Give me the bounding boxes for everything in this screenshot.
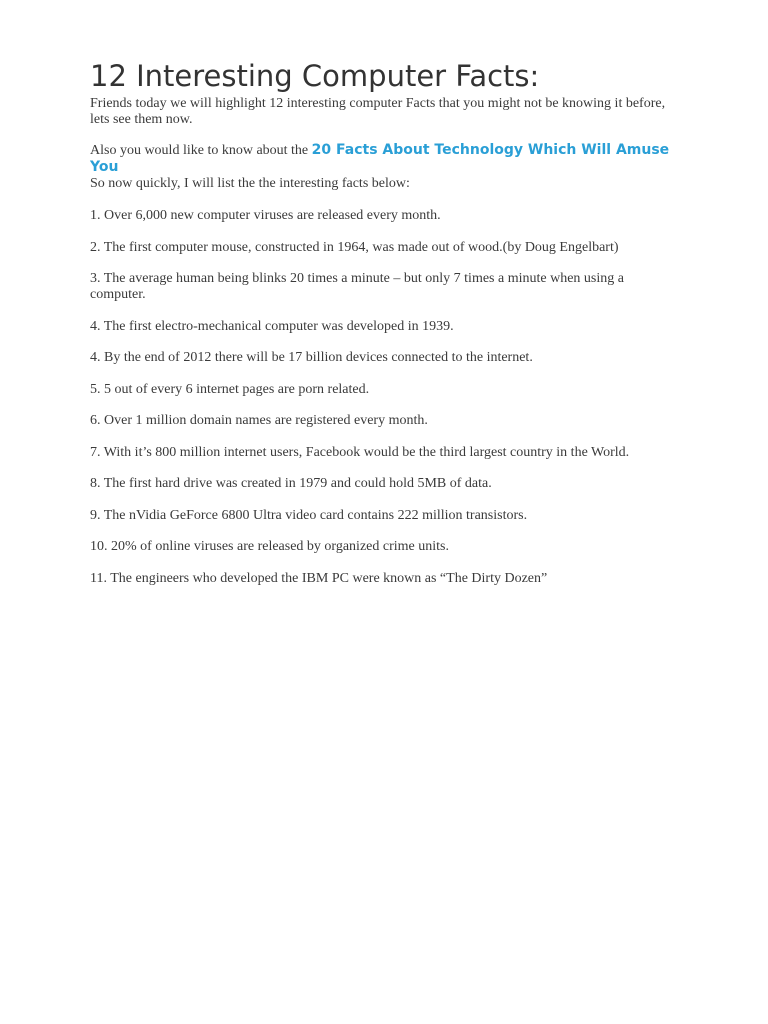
list-item: 3. The average human being blinks 20 times a minute – but only 7 times a minute when using a computer. xyxy=(90,271,624,302)
technology-facts-link[interactable]: 20 Facts About Technology Which Will Amuse You xyxy=(90,142,670,175)
list-item: 4. By the end of 2012 there will be 17 billion devices connected to the internet. xyxy=(90,350,533,365)
page-title: 12 Interesting Computer Facts: xyxy=(90,59,540,93)
list-item: 11. The engineers who developed the IBM PC were known as “The Dirty Dozen” xyxy=(90,570,548,586)
intro-line-1: Friends today we will highlight 12 interesting computer Facts that you might not be knowing it before, xyxy=(90,96,666,111)
list-item: 8. The first hard drive was created in 1979 and could hold 5MB of data. xyxy=(90,476,492,491)
list-item: 9. The nVidia GeForce 6800 Ultra video card contains 222 million transistors. xyxy=(90,507,528,523)
facts-list xyxy=(90,208,670,587)
intro-line-2: lets see them now. xyxy=(90,112,193,127)
also-paragraph xyxy=(90,142,670,176)
list-item: 7. With it’s 800 million internet users, Facebook would be the third largest country in the World. xyxy=(90,444,630,460)
also-prefix: Also you would like to know about the xyxy=(90,143,312,158)
list-item: 2. The first computer mouse, constructed in 1964, was made out of wood.(by Doug Engelbart) xyxy=(90,239,619,255)
list-item: 4. The first electro-mechanical computer was developed in 1939. xyxy=(90,318,454,334)
list-intro: So now quickly, I will list the the interesting facts below: xyxy=(90,176,410,191)
list-item: 6. Over 1 million domain names are registered every month. xyxy=(90,413,428,428)
article xyxy=(90,58,670,602)
list-item: 10. 20% of online viruses are released by organized crime units. xyxy=(90,539,449,554)
list-item: 5. 5 out of every 6 internet pages are porn related. xyxy=(90,381,370,397)
list-item: 1. Over 6,000 new computer viruses are released every month. xyxy=(90,208,441,223)
intro-paragraph xyxy=(90,96,670,128)
